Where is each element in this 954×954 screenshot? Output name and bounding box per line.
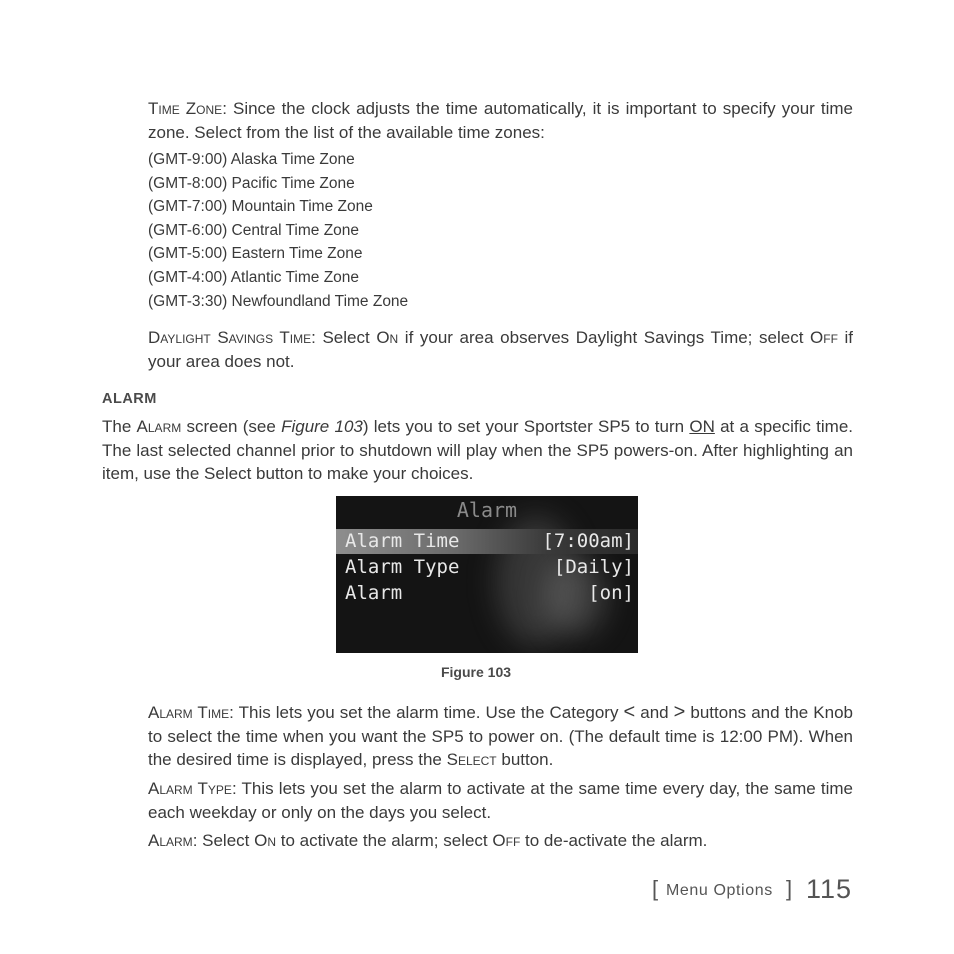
list-item: (GMT-3:30) Newfoundland Time Zone: [148, 292, 409, 310]
screen-title: Alarm: [456, 498, 518, 522]
screen-row-alarm: Alarm [on]: [345, 582, 634, 604]
list-item: (GMT-8:00) Pacific Time Zone: [148, 174, 355, 192]
alarm-heading: ALARM: [102, 391, 157, 407]
screen-row-alarm-time: Alarm Time [7:00am]: [336, 529, 638, 554]
alarm-intro-paragraph: The Alarm screen (see Figure 103) lets you to set your Sportster SP5 to turn ON at a specific time. The last selected channel prior to shutdown will play when the SP5 powers-on. After highlighting an item, use the Select button to make your choices.: [102, 417, 853, 483]
figure-caption: Figure 103: [440, 664, 512, 680]
time-zone-list: [148, 148, 648, 313]
screen-row-alarm-type: Alarm Type [Daily]: [345, 556, 634, 578]
page-footer: [ Menu Options ] 115: [652, 874, 853, 904]
alarm-time-paragraph: Alarm Time: This lets you set the alarm time. Use the Category < and > buttons and the Knob to select the time when you want the SP5 to power on. (The default time is 12:00 PM). When the desired time is displayed, press the Select button.: [148, 701, 853, 769]
list-item: (GMT-7:00) Mountain Time Zone: [148, 198, 373, 216]
list-item: (GMT-5:00) Eastern Time Zone: [148, 245, 363, 263]
dst-paragraph: Daylight Savings Time: Select On if your area observes Daylight Savings Time; select Off if your area does not.: [148, 328, 854, 371]
footer-section-title: Menu Options: [666, 882, 773, 899]
page-number: 115: [806, 874, 853, 904]
alarm-screen-figure: [336, 496, 638, 653]
alarm-paragraph: Alarm: Select On to activate the alarm; select Off to de-activate the alarm.: [148, 831, 708, 850]
alarm-type-paragraph: Alarm Type: This lets you set the alarm to activate at the same time every day, the same time each weekday or only on the days you select.: [148, 779, 853, 822]
dst-term: Daylight Savings Time: [148, 328, 312, 347]
list-item: (GMT-9:00) Alaska Time Zone: [148, 151, 355, 168]
list-item: (GMT-6:00) Central Time Zone: [148, 221, 360, 239]
time-zone-paragraph: Time Zone: Since the clock adjusts the time automatically, it is important to specify your time zone. Select from the list of the available time zones:: [148, 99, 853, 142]
time-zone-term: Time Zone: [148, 99, 223, 118]
list-item: (GMT-4:00) Atlantic Time Zone: [148, 268, 360, 286]
